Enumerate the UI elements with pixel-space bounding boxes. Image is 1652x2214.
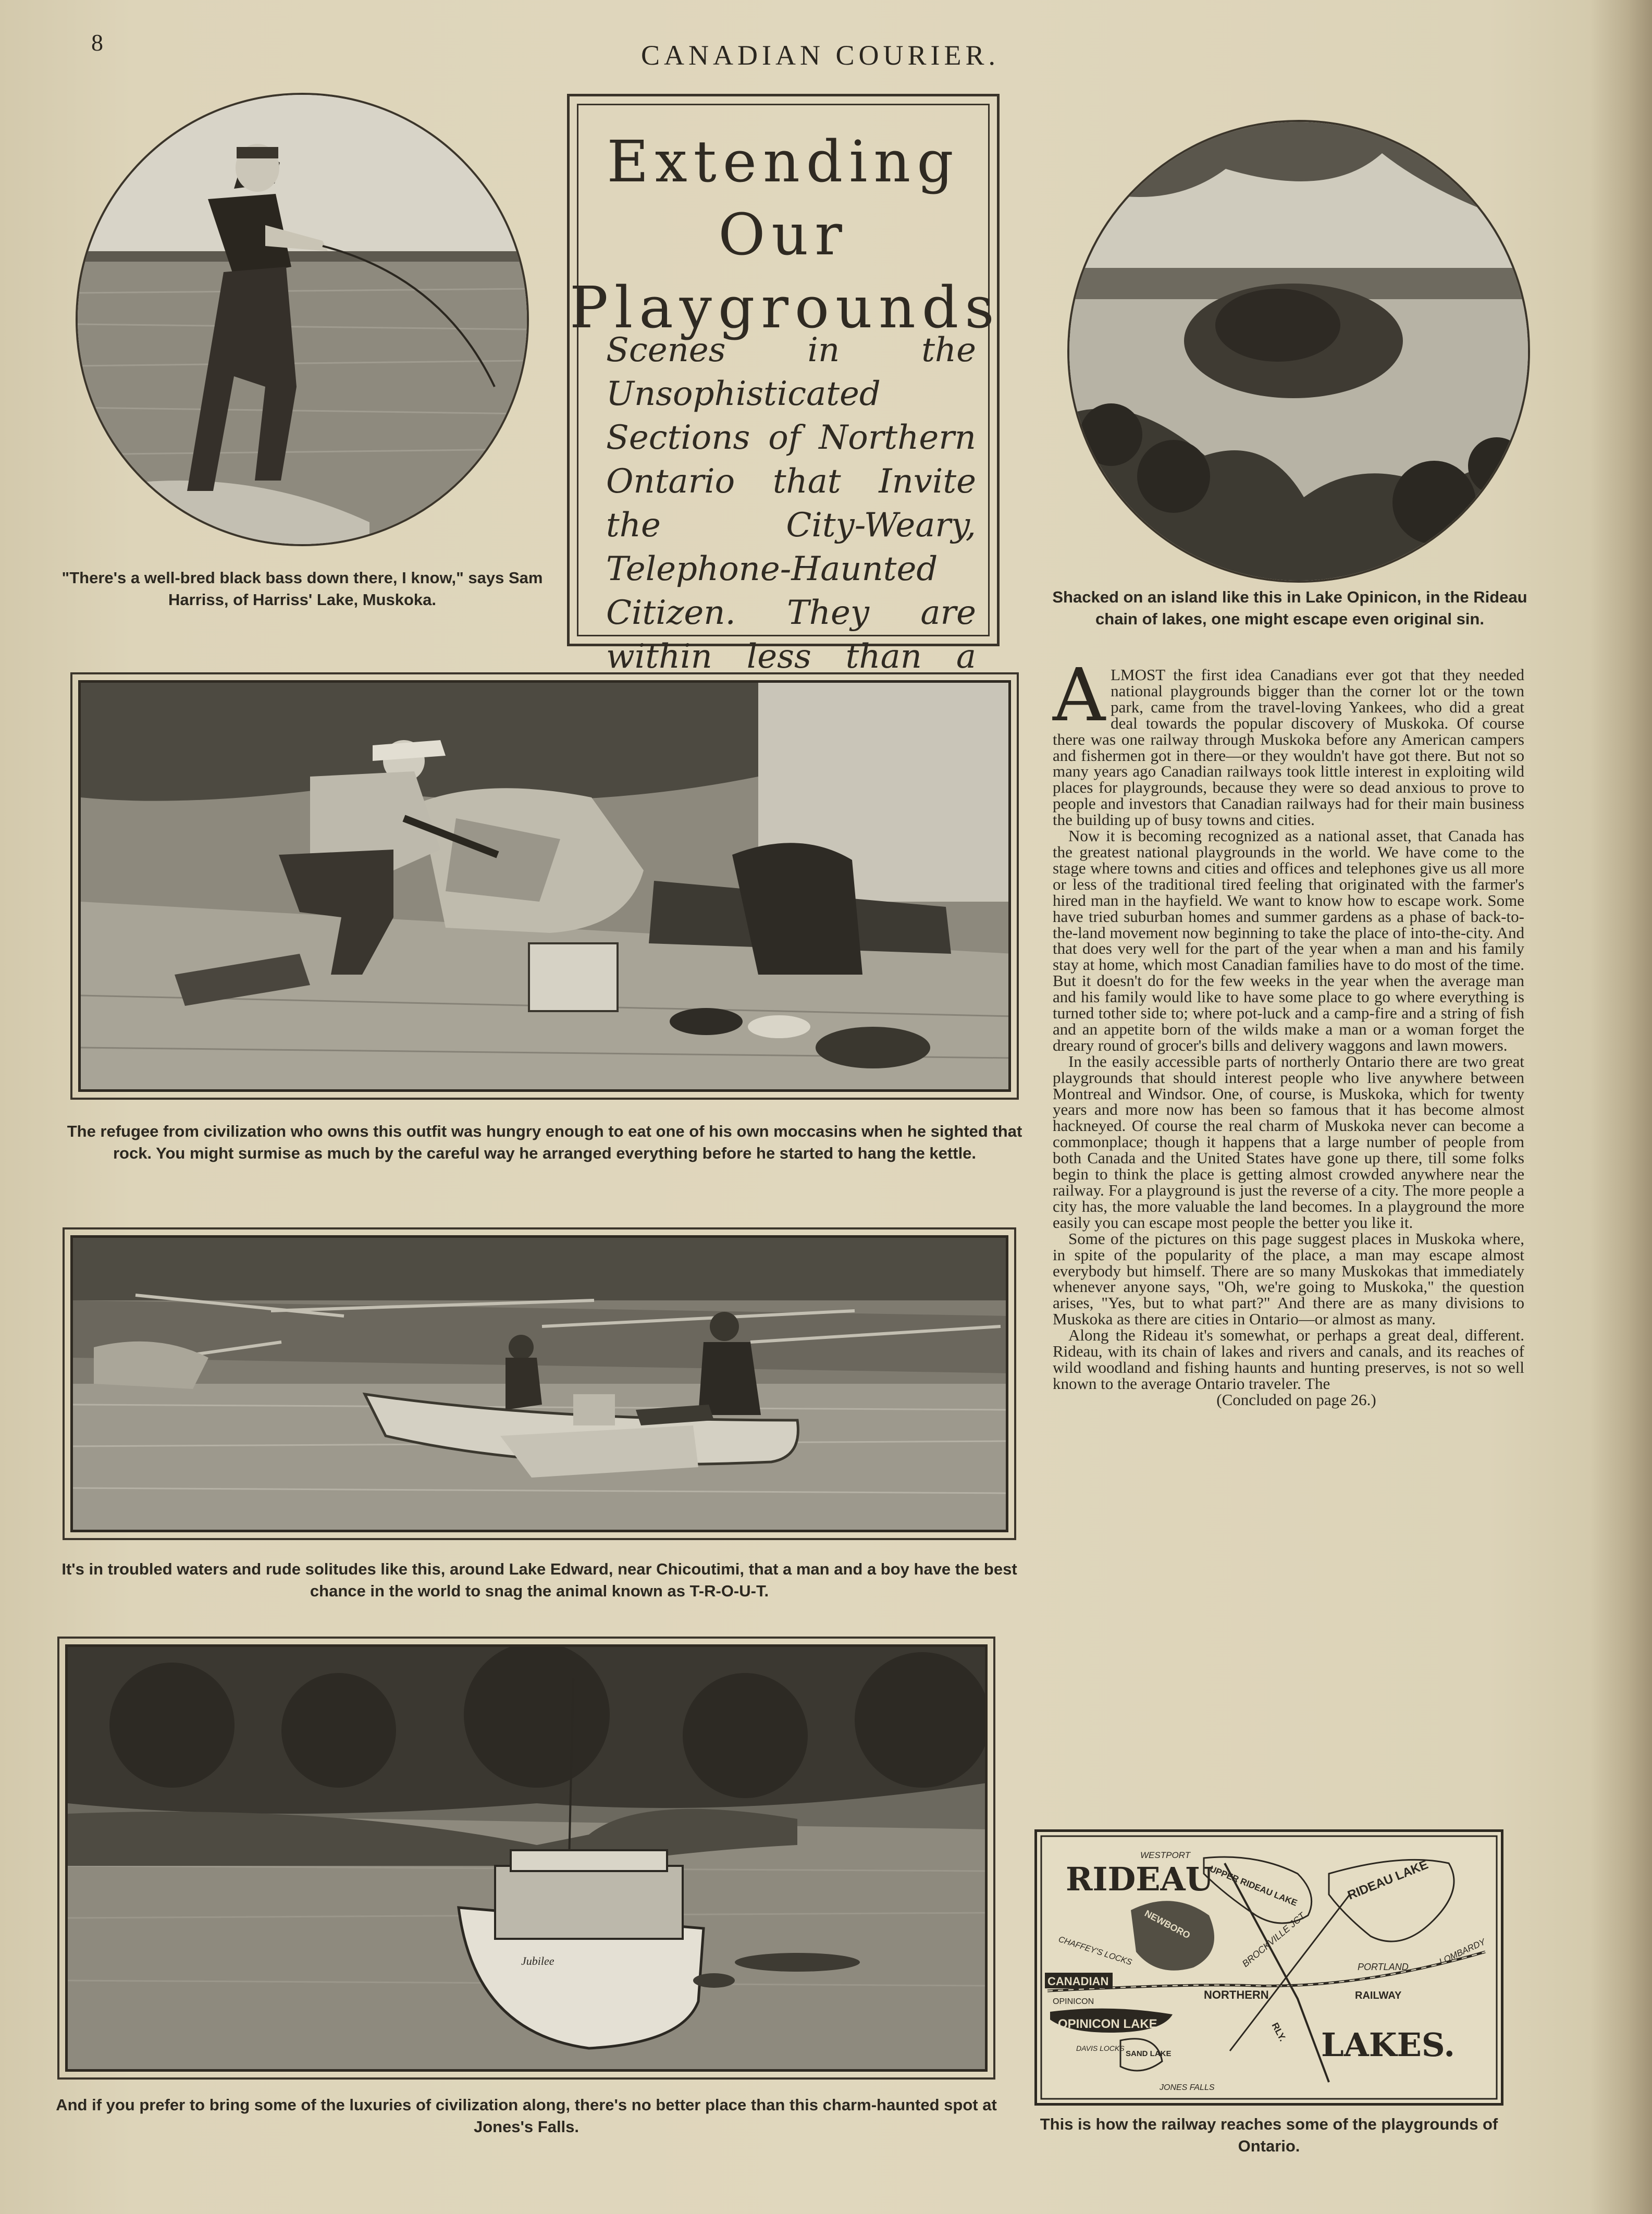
map-label-rly: RLY.	[1269, 2021, 1288, 2043]
map-label-newboro: NEWBORO	[1143, 1908, 1192, 1941]
map-label-canadian: CANADIAN	[1047, 1975, 1109, 1988]
article-paragraph-3: In the easily accessible parts of northerly Ontario there are two great playgrounds that should interest people who live anywhere between Montreal and Windsor. One, of course, is Muskoka, which for twenty years and more now has been so famous that it has become almost hackneyed. Of course the real charm of Muskoka never can become a commonplace; though it happens that a large number of people from both Canada and the United States have gone up there, till some folks begin to think the place is getting almost crowded anywhere near the railway. For a playground is just the reverse of a city. The more people a city has, the more valuable the land becomes. In a playground the more easily you can escape most people the better you like it.	[1053, 1052, 1524, 1232]
title-line-3: Playgrounds	[570, 274, 1001, 341]
article-paragraph-4: Some of the pictures on this page suggest places in Muskoka where, in spite of the popularity of the place, a man may escape almost everybody but himself. There are so many Muskokas that immediately whenever anyone says, "Oh, we're going to Muskoka," the question arises, "Yes, but to what part?" And there are as many divisions to Muskoka as there are cities in Ontario—or almost as many.	[1053, 1229, 1524, 1329]
title-line-1: Extending	[607, 128, 960, 195]
map-label-sand-lake: SAND LAKE	[1126, 2049, 1172, 2058]
island-photo-caption: Shacked on an island like this in Lake Opinicon, in the Rideau chain of lakes, one might escape even original sin.	[1052, 588, 1527, 628]
canoe-trout-photo	[70, 1235, 1008, 1532]
article-title	[570, 125, 1001, 344]
map-label-westport: WESTPORT	[1140, 1850, 1191, 1860]
yacht-jones-falls-photo	[65, 1644, 988, 2072]
map-label-lombardy: LOMBARDY	[1437, 1937, 1487, 1967]
map-label-rideau-lake: RIDEAU LAKE	[1346, 1858, 1431, 1903]
article-paragraph-1-text: LMOST the first idea Canadians ever got that they needed national playgrounds bigger than the corner lot or the town park, came from the travel-loving Yankees, who did a great deal towards the popular discovery of Muskoka. Of course there was one railway through Muskoka before any American campers and fishermen got in there—or they wouldn't have got there. But not so many years ago Canadian railways took little interest in exploiting wild places for playgrounds, because they were so dead anxious to prove to people and investors that Canadian railways had for their main business the building up of busy towns and cities.	[1053, 666, 1524, 829]
map-label-portland: PORTLAND	[1358, 1962, 1409, 1972]
map-label-northern: NORTHERN	[1204, 1988, 1269, 2001]
map-label-brockville-jct: BROCKVILLE JCT.	[1240, 1909, 1309, 1970]
map-title-lakes: LAKES.	[1321, 2026, 1455, 2064]
title-line-2: Our	[718, 201, 848, 268]
map-label-upper-rideau-lake: UPPER RIDEAU LAKE	[1208, 1864, 1299, 1908]
island-photo	[1067, 120, 1530, 583]
page-binding-shadow	[1589, 0, 1652, 2214]
concluded-note: (Concluded on page 26.)	[1216, 1390, 1376, 1409]
bass-photo-caption: "There's a well-bred black bass down there, I know," says Sam Harriss, of Harriss' Lake, Muskoka.	[61, 569, 543, 609]
rideau-lakes-map	[1034, 1829, 1503, 2106]
map-title-rideau: RIDEAU	[1066, 1860, 1214, 1898]
map-caption: This is how the railway reaches some of the playgrounds of Ontario.	[1040, 2115, 1498, 2155]
drop-cap: A	[1053, 653, 1106, 738]
article-paragraph-2: Now it is becoming recognized as a national asset, that Canada has the greatest national playgrounds in the world. We have come to the stage where towns and cities and offices and telephones give us all more or less of the traditional tired feeling that originated with the farmer's hired man in the hayfield. We want to know how to escape work. Some have tried suburban homes and summer gardens as a phase of back-to-the-land movement now beginning to take the place of into-the-city. And that does very well for the part of the year when a man and his family stay at home, which most Canadian families have to do most of the time. But it doesn't do for the few weeks in the year when the average man and his family would like to have some place to go where everything is turned tother side to; where pot-luck and a camp-fire and a string of fish and an appetite born of the wilds make a man or a woman forget the dreary round of grocer's bills and delivery waggons and lawn mowers.	[1053, 827, 1524, 1054]
page-number: 8	[91, 29, 103, 56]
article-paragraph-5: Along the Rideau it's somewhat, or perhaps a great deal, different. Rideau, with its chain of lakes and rivers and canals, and its reaches of wild woodland and fishing haunts and hunting preserves, is not so well known to the average Ontario traveler. The	[1053, 1326, 1524, 1393]
article-paragraph-1	[1053, 653, 1524, 829]
camp-outfit-photo	[78, 680, 1011, 1092]
map-label-davis-locks: DAVIS LOCKS	[1076, 2044, 1125, 2052]
running-head: CANADIAN COURIER.	[641, 40, 1000, 71]
yacht-photo-caption: And if you prefer to bring some of the luxuries of civilization along, there's no better place than this charm-haunted spot at Jones's Falls.	[56, 2096, 997, 2136]
bass-fisherman-photo	[76, 93, 529, 546]
map-label-opinicon: OPINICON	[1053, 1997, 1094, 2006]
yacht-hull-name: Jubilee	[521, 1954, 554, 1967]
article-deck: Scenes in the Unsophisticated Sections of Northern Ontario that Invite the City-Weary, Telephone-Haunted Citizen. They are within less than a	[606, 331, 976, 676]
camp-photo-caption: The refugee from civilization who owns this outfit was hungry enough to eat one of his own moccasins when he sighted that rock. You might surmise as much by the careful way he arranged everything before he started to hang the kettle.	[67, 1122, 1022, 1162]
map-label-chaffeys-locks: CHAFFEY'S LOCKS	[1057, 1935, 1133, 1967]
map-label-railway: RAILWAY	[1355, 1990, 1402, 2001]
article-body	[1053, 653, 1524, 1409]
map-label-opinicon-lake: OPINICON LAKE	[1058, 2017, 1157, 2031]
article-title-box	[567, 94, 1001, 676]
canoe-photo-caption: It's in troubled waters and rude solitudes like this, around Lake Edward, near Chicoutimi, that a man and a boy have the best chance in the world to snag the animal known as T-R-O-U-T.	[61, 1560, 1017, 1600]
map-label-jones-falls: JONES FALLS	[1160, 2083, 1215, 2092]
